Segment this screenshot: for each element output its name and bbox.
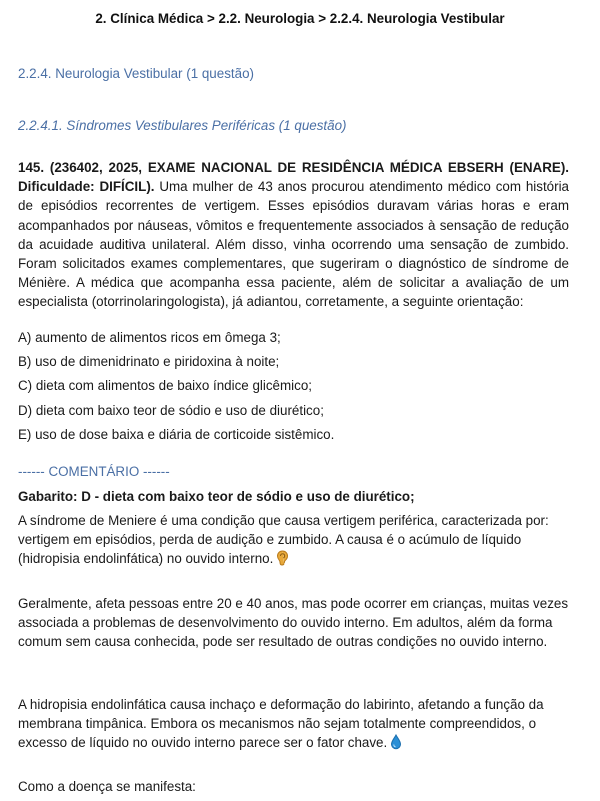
question-body: Uma mulher de 43 anos procurou atendimento médico com história de episódios recorrentes de vertigem. Esses episódios duravam várias horas e eram acompanhados por náuseas, vômitos e frequentemente associados à sensação de redução da acuidade auditiva unilateral. Além disso, vinha ocorrendo uma sensação de zumbido. Foram solicitados exames complementares, que sugeriram o diagnóstico de síndrome de Ménière. A médica que acompanha essa paciente, além de solicitar a avaliação de um especialista (otorrinolaringologista), já adiantou, corretamente, a seguinte orientação:: [18, 179, 569, 310]
comment-paragraph-4: Como a doença se manifesta:: [18, 779, 196, 794]
comment-paragraph-3: [18, 695, 578, 755]
question-header: 145. (236402, 2025, EXAME NACIONAL DE RESIDÊNCIA MÉDICA EBSERH (ENARE). Dificuldade: DIFÍCIL).: [18, 160, 569, 195]
paragraph-1-text: A síndrome de Meniere é uma condição que causa vertigem periférica, caracterizada por: vertigem em episódios, perda de audição e zumbido. A causa é o acúmulo de líquido (hidropisia endolinfática) no ouvido interno.: [18, 513, 549, 566]
option-d: D) dieta com baixo teor de sódio e uso de diurético;: [18, 402, 324, 418]
option-c: C) dieta com alimentos de baixo índice glicêmico;: [18, 378, 312, 394]
comment-paragraph-2: Geralmente, afeta pessoas entre 20 e 40 anos, mas pode ocorrer em crianças, muitas vezes associada a problemas de desenvolvimento do ouvido interno. Em adultos, além da forma comum sem causa conhecida, pode ser resultado de outras condições no ouvido interno.: [18, 596, 569, 649]
comment-header: ------ COMENTÁRIO ------: [18, 464, 170, 479]
answer-key: Gabarito: D - dieta com baixo teor de sódio e uso de diurético;: [18, 489, 415, 504]
breadcrumb: 2. Clínica Médica > 2.2. Neurologia > 2.2.4. Neurologia Vestibular: [95, 11, 505, 26]
ear-icon: [276, 550, 289, 571]
section-subheading: 2.2.4.1. Síndromes Vestibulares Periféricas (1 questão): [18, 118, 347, 133]
option-a: A) aumento de alimentos ricos em ômega 3;: [18, 330, 281, 345]
section-heading: 2.2.4. Neurologia Vestibular (1 questão): [18, 66, 254, 81]
options-list: [18, 326, 569, 447]
paragraph-3-text: A hidropisia endolinfática causa inchaço e deformação do labirinto, afetando a função da membrana timpânica. Embora os mecanismos não sejam totalmente compreendidos, o excesso de líquido no ouvido interno parece ser o fator chave.: [18, 697, 544, 750]
comment-paragraph-1: [18, 511, 578, 571]
option-b: B) uso de dimenidrinato e piridoxina à noite;: [18, 354, 280, 370]
option-e: E) uso de dose baixa e diária de corticoide sistêmico.: [18, 426, 335, 442]
droplet-icon: [390, 734, 402, 755]
question-text: [18, 158, 569, 312]
